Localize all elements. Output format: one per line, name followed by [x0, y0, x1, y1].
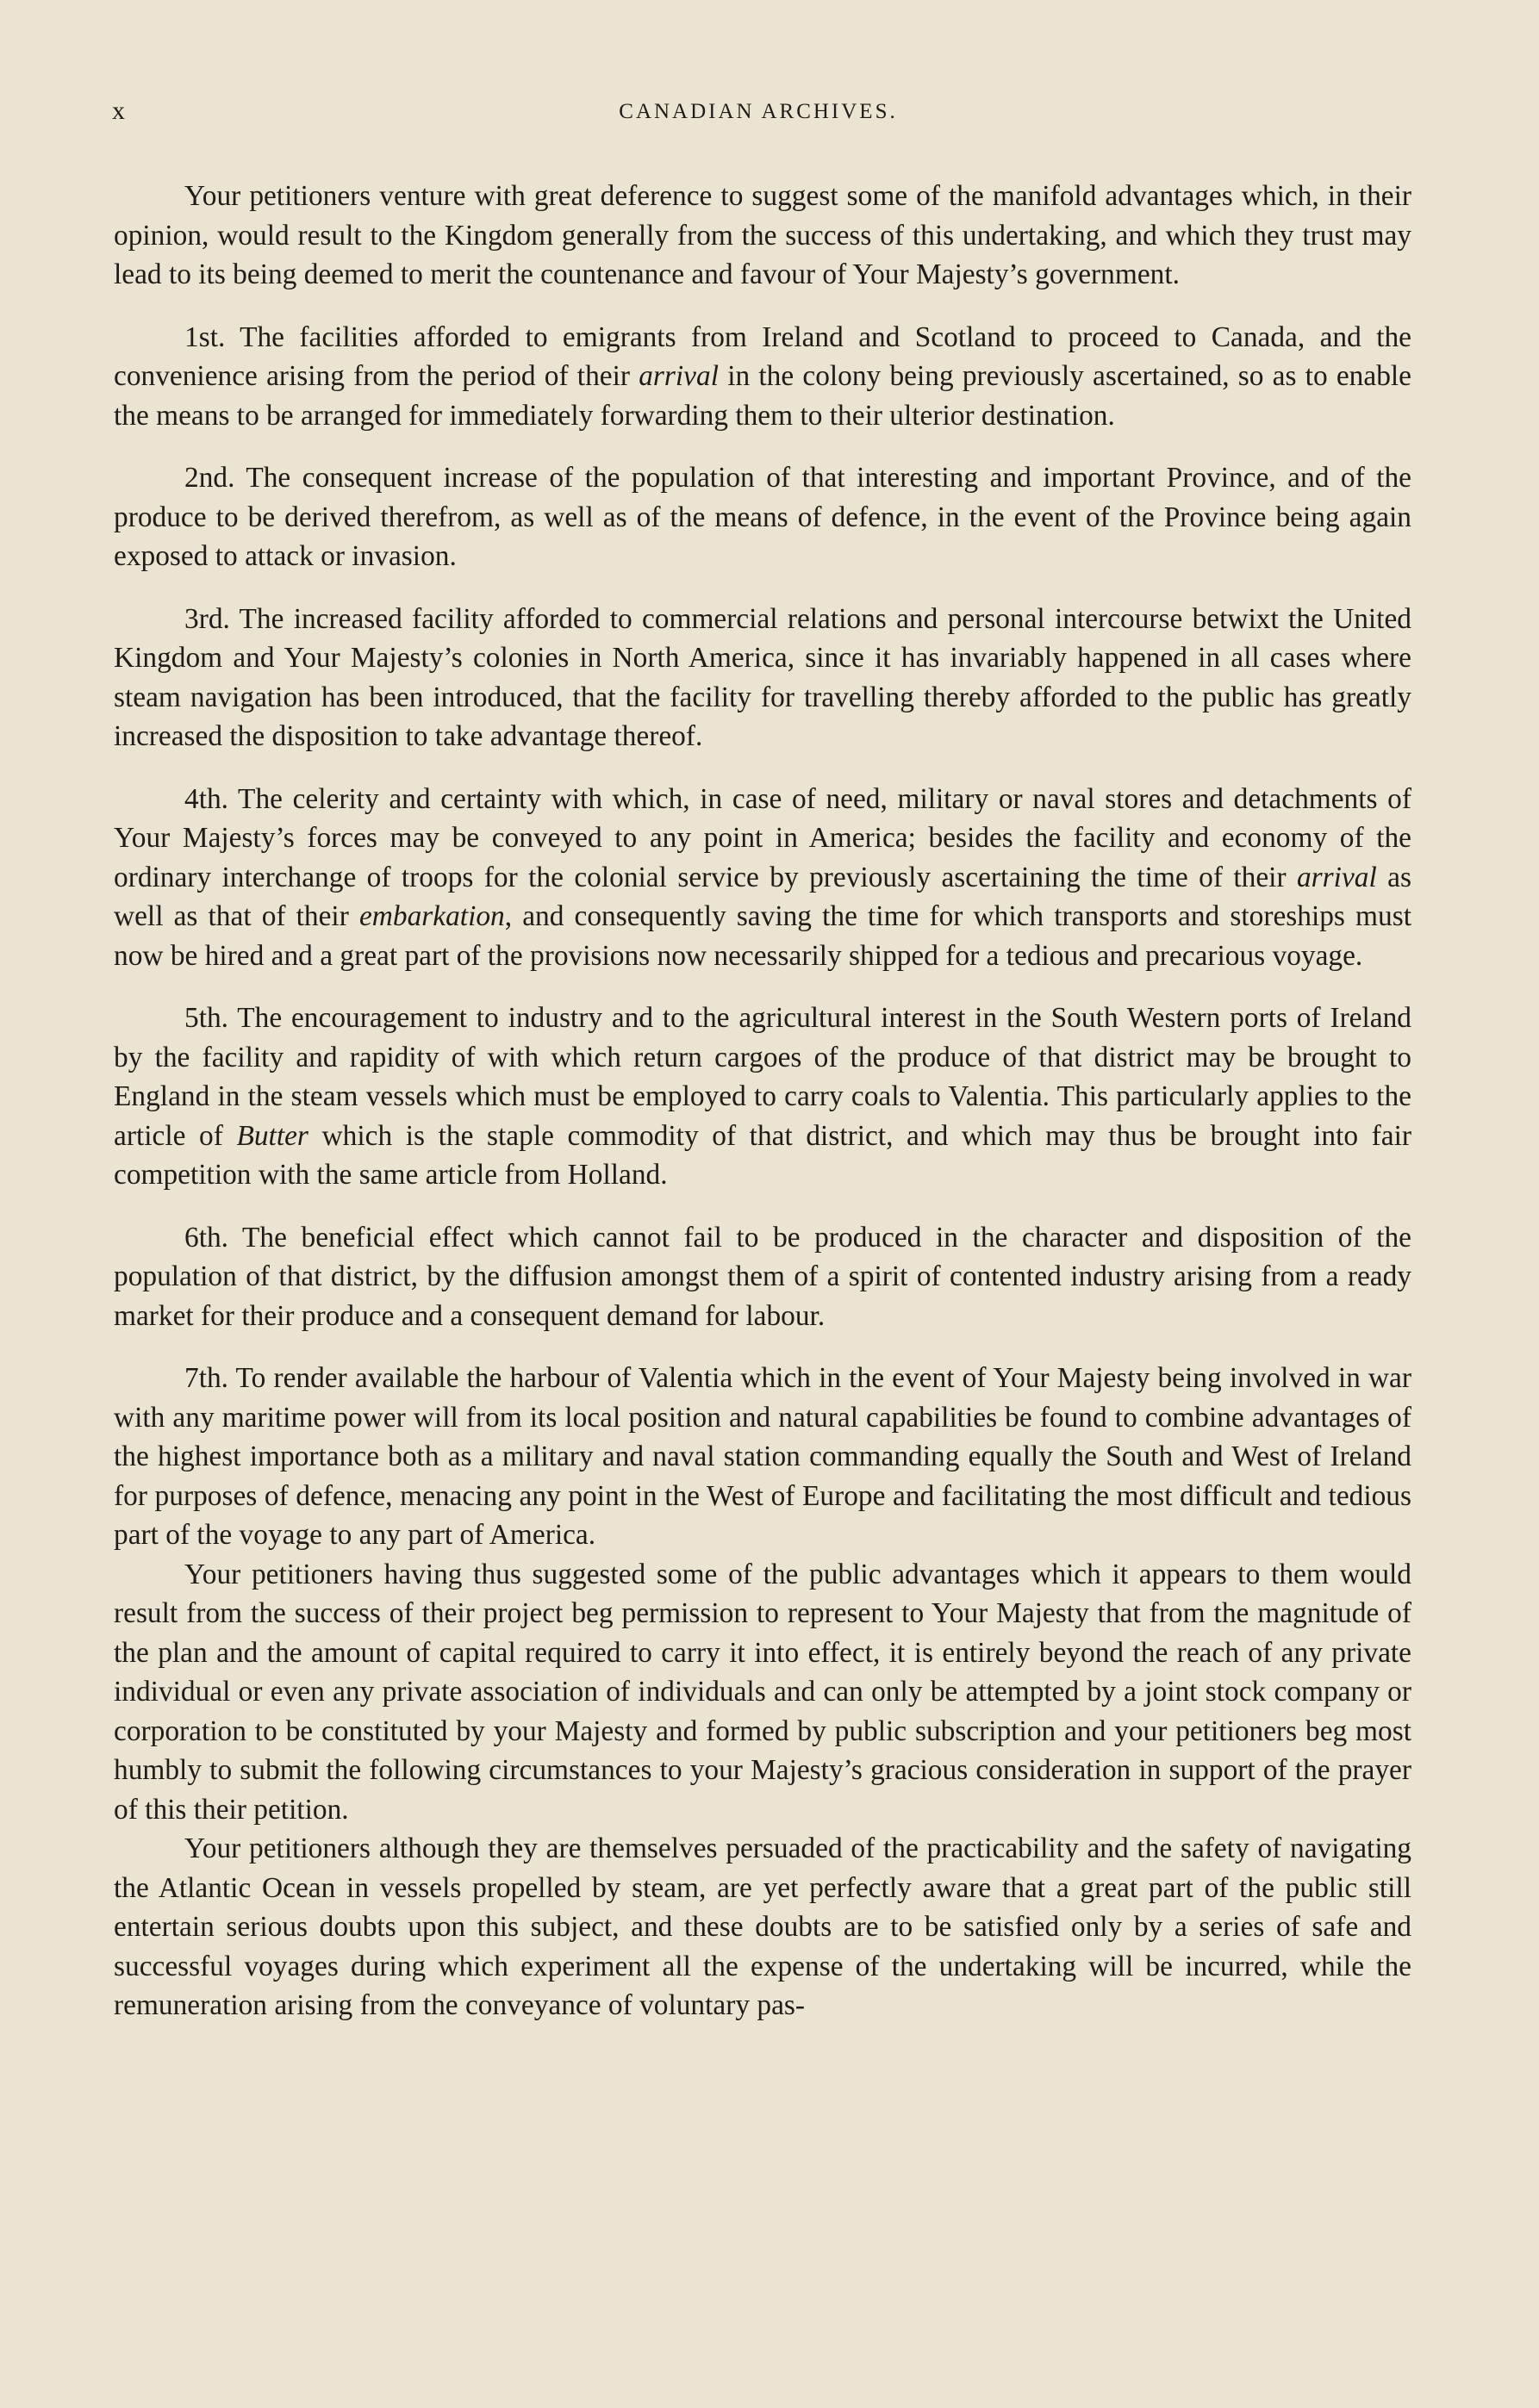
paragraph [114, 600, 1411, 756]
page-header [112, 96, 1405, 131]
paragraph [114, 999, 1411, 1195]
paragraph-text: which is the staple commodity of that district, and which may thus be brought into fair competition with the same article from Holland. [114, 1119, 1411, 1191]
paragraph [114, 780, 1411, 976]
paragraph [114, 1555, 1411, 1830]
paragraph-text: in the colony being previously ascertained, so as to enable the means to be arranged for immediately forwarding them to their ulterior destination. [114, 360, 1411, 432]
paragraph-text: 7th. To render available the harbour of Valentia which in the event of Your Majesty being involved in war with any maritime power will from its local position and natural capabilities be found to combine advantages of the highest importance both as a military and naval station commanding equally the South and West of Ireland for purposes of defence, menacing any point in the West of Europe and facilitating the most difficult and tedious part of the voyage to any part of America. [114, 1362, 1411, 1551]
paragraph [114, 1359, 1411, 1555]
italic-text: arrival [1296, 861, 1377, 893]
paragraph [114, 318, 1411, 436]
paragraph [114, 1218, 1411, 1336]
paragraph-text: , and consequently saving the time for which transports and storeships must now be hired and a great part of the provisions now necessarily shipped for a tedious and precarious voyage. [114, 900, 1411, 972]
paragraph-text: 5th. The encouragement to industry and to the agricultural interest in the South Western ports of Ireland by the facility and rapidity of with which return cargoes of the produce of that district may be brought to England in the steam vessels which must be employed to carry coals to Valentia. This particularly applies to the article of [114, 1002, 1411, 1152]
paragraph-text: Your petitioners although they are themselves persuaded of the practicability and the safety of navigating the Atlantic Ocean in vessels propelled by steam, are yet perfectly aware that a great part of the public still entertain serious doubts upon this subject, and these doubts are to be satisfied only by a series of safe and successful voyages during which experiment all the expense of the undertaking will be incurred, while the remuneration arising from the conveyance of voluntary pas- [114, 1832, 1411, 2021]
paragraph [114, 177, 1411, 295]
italic-text: Butter [236, 1119, 308, 1152]
body-text [114, 177, 1411, 2025]
paragraph-text: Your petitioners having thus suggested some of the public advantages which it appears to them would result from the success of their project beg permission to represent to Your Majesty that from the magnitude of the plan and the amount of capital required to carry it into effect, it is entirely beyond the reach of any private individual or even any private association of individuals and can only be attempted by a joint stock company or corporation to be constituted by your Majesty and formed by public subscription and your petitioners beg most humbly to submit the following circumstances to your Majesty’s gracious consideration in support of the prayer of this their petition. [114, 1558, 1411, 1826]
paragraph-text: 3rd. The increased facility afforded to commercial relations and personal intercourse betwixt the United Kingdom and Your Majesty’s colonies in North America, since it has invariably happened in all cases where steam navigation has been introduced, that the facility for travelling thereby afforded to the public has greatly increased the disposition to take advantage thereof. [114, 602, 1411, 752]
italic-text: arrival [639, 360, 719, 392]
paragraph-text: as well as that of their [114, 861, 1411, 932]
running-title: CANADIAN ARCHIVES. [619, 100, 898, 123]
italic-text: embarkation [358, 900, 505, 932]
paragraph [114, 1829, 1411, 2025]
paragraph-text: 2nd. The consequent increase of the population of that interesting and important Province, and of the produce to be derived therefrom, as well as of the means of defence, in the event of the Province being again exposed to attack or invasion. [114, 462, 1411, 572]
page-number: x [112, 96, 126, 125]
paragraph-text: Your petitioners venture with great deference to suggest some of the manifold advantages which, in their opinion, would result to the Kingdom generally from the success of this undertaking, and which they trust may lead to its being deemed to merit the countenance and favour of Your Majesty’s government. [114, 180, 1411, 290]
paragraph-text: 4th. The celerity and certainty with which, in case of need, military or naval stores and detachments of Your Majesty’s forces may be conveyed to any point in America; besides the facility and economy of the ordinary interchange of troops for the colonial service by previously ascertaining the time of their [114, 782, 1411, 893]
paragraph-text: 1st. The facilities afforded to emigrants from Ireland and Scotland to proceed to Canada, and the convenience arising from the period of their [114, 320, 1411, 392]
paragraph-text: 6th. The beneficial effect which cannot fail to be produced in the character and disposition of the population of that district, by the diffusion amongst them of a spirit of contented industry arising from a ready market for their produce and a consequent demand for labour. [114, 1221, 1411, 1332]
paragraph [114, 458, 1411, 576]
